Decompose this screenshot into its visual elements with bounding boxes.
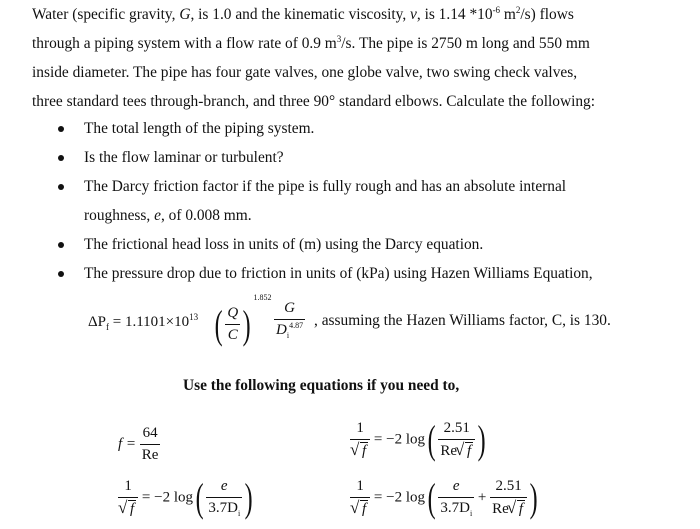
- fraction: [118, 478, 138, 518]
- exponent: 3: [336, 34, 342, 44]
- problem-statement: [32, 0, 672, 116]
- equation-fully-rough: [118, 475, 256, 520]
- paren-right-icon: ): [244, 475, 253, 520]
- text: Q: [227, 305, 239, 322]
- list-item-text: The pressure drop due to friction in units of (kPa) using Hazen Williams Equation,: [84, 265, 593, 282]
- exponent: 4.87: [289, 321, 304, 330]
- fraction: [438, 478, 474, 518]
- list-item-text: The total length of the piping system.: [84, 120, 315, 137]
- fraction: [140, 425, 161, 464]
- list-item: [58, 114, 678, 143]
- text: v: [410, 6, 417, 23]
- text: D: [276, 322, 287, 338]
- exponent: 1.852: [253, 293, 272, 302]
- fraction: [206, 478, 242, 518]
- equations-heading: Use the following equations if you need to,: [183, 377, 460, 394]
- list-item-text: The frictional head loss in units of (m) using the Darcy equation.: [84, 236, 484, 253]
- text: f: [518, 501, 523, 517]
- list-item-text: roughness,: [84, 207, 155, 224]
- text: /s) flows: [520, 6, 574, 23]
- sqrt-icon: [465, 442, 473, 460]
- fraction: [350, 478, 370, 518]
- subscript: i: [469, 509, 473, 518]
- text: , assuming the Hazen Williams factor, C, is 130.: [314, 312, 611, 329]
- text: f =: [118, 435, 137, 452]
- fraction-denominator: [350, 500, 370, 518]
- text: = −2 log: [373, 431, 426, 448]
- equation-colebrook-full: [350, 475, 540, 520]
- fraction: [490, 478, 527, 518]
- intro-line-1: [32, 0, 672, 29]
- text: 2.51: [495, 478, 522, 494]
- fraction-bar: [140, 444, 161, 445]
- list-item-text: , of 0.008 mm.: [160, 207, 252, 224]
- q-over-c-term: [212, 293, 272, 347]
- fraction-bar: [206, 497, 242, 498]
- text: f: [467, 443, 472, 459]
- fraction-denominator: [438, 500, 474, 518]
- text: G: [284, 300, 295, 316]
- text: , is 1.0 and the kinematic viscosity,: [190, 6, 411, 23]
- exponent: 13: [189, 312, 199, 322]
- text: f: [362, 443, 367, 459]
- fraction: [438, 420, 475, 460]
- subscript: f: [106, 322, 109, 332]
- exponent: -6: [492, 5, 501, 15]
- text: 1: [356, 420, 364, 436]
- text: 64: [142, 425, 158, 441]
- intro-line-2: [32, 29, 672, 58]
- fraction-denominator: [438, 442, 475, 460]
- fraction-denominator: [350, 442, 370, 460]
- subscript: i: [237, 509, 241, 518]
- text: e: [452, 478, 460, 494]
- text: Water (specific gravity,: [32, 6, 180, 23]
- text: Re: [440, 443, 458, 459]
- sqrt-icon: [128, 500, 136, 518]
- paren-left-icon: (: [214, 301, 223, 347]
- sqrt-icon: [360, 500, 368, 518]
- text: 1: [356, 478, 364, 494]
- exponent: 2: [515, 5, 521, 15]
- fraction-denominator: [274, 322, 305, 340]
- paren-right-icon: ): [242, 301, 251, 347]
- bullet-icon: [58, 155, 64, 161]
- text: = 1.1101×10: [109, 314, 190, 330]
- text: /s. The pipe is 2750 m long and 550 mm: [341, 35, 590, 52]
- fraction-bar: [274, 319, 305, 320]
- hazen-williams-equation: [88, 293, 688, 348]
- fraction-denominator: [206, 500, 242, 518]
- subscript: i: [286, 331, 290, 340]
- list-item: [58, 230, 678, 259]
- text: 2.51: [443, 420, 470, 436]
- q-over-c-fraction: [225, 305, 240, 344]
- g-over-d-term: [274, 300, 305, 340]
- fraction: [350, 420, 370, 460]
- task-list: [58, 114, 678, 288]
- text: m: [500, 6, 516, 23]
- paren-right-icon: ): [477, 417, 486, 462]
- list-item: [58, 172, 678, 230]
- intro-line-3: inside diameter. The pipe has four gate valves, one globe valve, two swing check valves,: [32, 64, 578, 81]
- equation-laminar: [118, 425, 160, 464]
- text: through a piping system with a flow rate of 0.9 m: [32, 35, 337, 52]
- fraction-bar: [225, 324, 240, 325]
- fraction-denominator: [490, 500, 527, 518]
- paren-left-icon: (: [427, 475, 436, 520]
- paren-left-icon: (: [195, 475, 204, 520]
- text: e: [220, 478, 228, 494]
- list-item-text: e: [154, 207, 161, 224]
- text: = −2 log: [373, 489, 426, 506]
- text: G: [179, 6, 191, 23]
- list-item-text: Is the flow laminar or turbulent?: [84, 149, 284, 166]
- fraction-denominator: [118, 500, 138, 518]
- equation-lhs: [88, 314, 198, 332]
- text: 3.7D: [440, 500, 470, 516]
- text: Re: [141, 447, 159, 463]
- paren-right-icon: ): [529, 475, 538, 520]
- text: f: [130, 501, 135, 517]
- bullet-icon: [58, 184, 64, 190]
- text: = −2 log: [141, 489, 194, 506]
- text: Re: [492, 501, 509, 517]
- bullet-icon: [58, 242, 64, 248]
- fraction-bar: [438, 497, 474, 498]
- equation-colebrook-smooth: [350, 417, 489, 462]
- text: , is 1.14 *10: [416, 6, 493, 23]
- sqrt-icon: [517, 500, 525, 518]
- text: 3.7D: [208, 500, 238, 516]
- text: C: [227, 327, 238, 344]
- sqrt-icon: [360, 442, 368, 460]
- bullet-icon: [58, 126, 64, 132]
- bullet-icon: [58, 271, 64, 277]
- text: f: [362, 501, 367, 517]
- list-item-text: The Darcy friction factor if the pipe is fully rough and has an absolute internal: [84, 178, 567, 195]
- g-over-d-fraction: [274, 300, 305, 340]
- paren-left-icon: (: [427, 417, 436, 462]
- text: ΔP: [88, 314, 106, 330]
- text: 1: [124, 478, 132, 494]
- list-item: [58, 259, 678, 288]
- text: +: [477, 489, 487, 506]
- intro-line-4: three standard tees through-branch, and three 90° standard elbows. Calculate the following:: [32, 93, 596, 110]
- list-item: [58, 143, 678, 172]
